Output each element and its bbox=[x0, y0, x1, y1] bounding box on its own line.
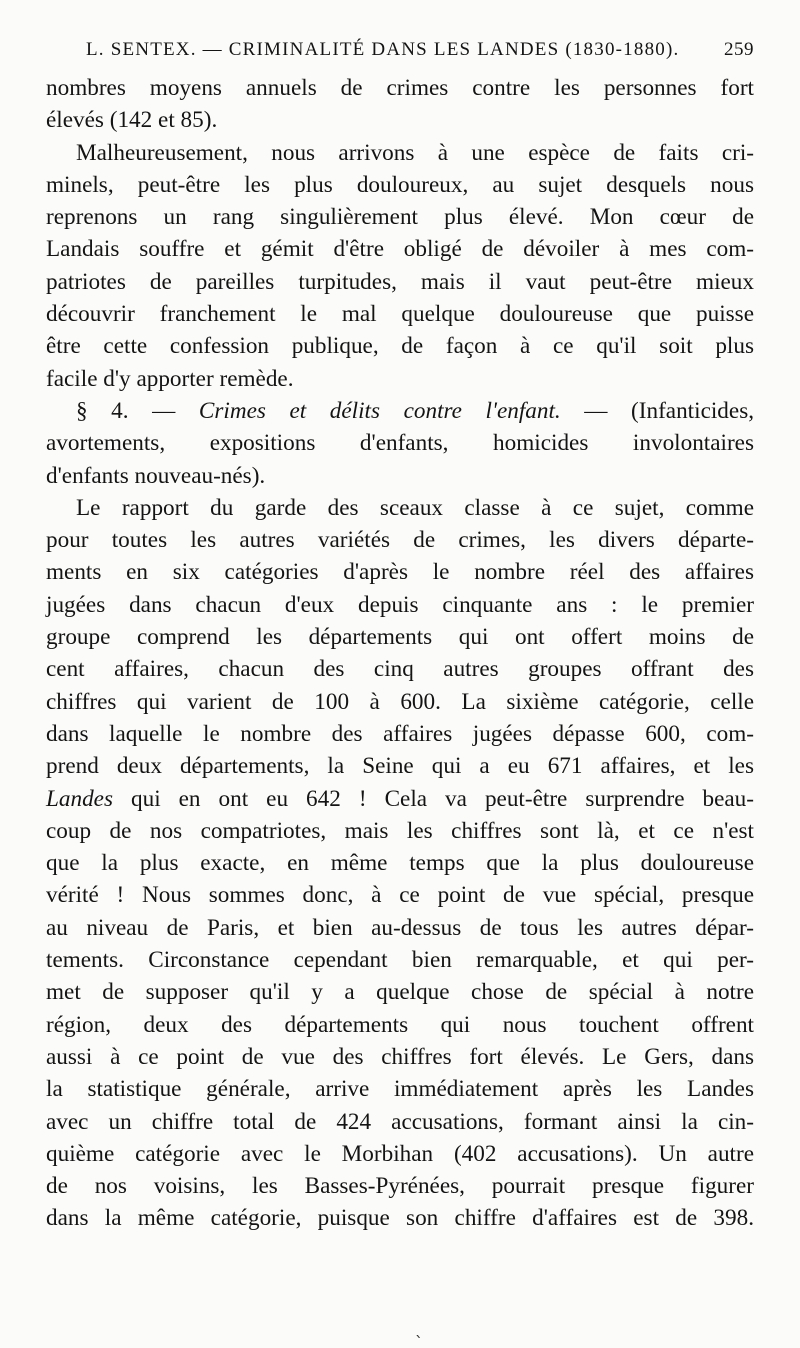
running-head bbox=[46, 34, 754, 66]
text-line bbox=[46, 621, 754, 653]
line-text-italic: Crimes et délits contre l'enfant. bbox=[198, 397, 561, 424]
text-line bbox=[46, 169, 754, 201]
line-text: minels, peut-être les plus douloureux, au sujet desquels nous bbox=[46, 171, 754, 198]
text-line bbox=[46, 363, 754, 395]
text-line bbox=[46, 1009, 754, 1041]
text-line bbox=[46, 912, 754, 944]
page-number: 259 bbox=[724, 39, 754, 60]
line-text: cent affaires, chacun des cinq autres groupes offrant des bbox=[46, 656, 754, 683]
text-line bbox=[46, 783, 754, 815]
line-text: être cette confession publique, de façon à ce qu'il soit plus bbox=[46, 333, 754, 360]
text-line bbox=[46, 266, 754, 298]
line-text: chiffres qui varient de 100 à 600. La sixième catégorie, celle bbox=[46, 688, 754, 715]
text-line bbox=[46, 847, 754, 879]
text-line bbox=[46, 1073, 754, 1105]
line-text: jugées dans chacun d'eux depuis cinquante ans : le premier bbox=[46, 591, 754, 618]
line-text: quième catégorie avec le Morbihan (402 accusations). Un autre bbox=[46, 1140, 754, 1167]
text-line bbox=[46, 72, 754, 104]
line-text: région, deux des départements qui nous touchent offrent bbox=[46, 1011, 754, 1038]
text-line bbox=[46, 1138, 754, 1170]
line-text: d'enfants nouveau-nés). bbox=[46, 462, 266, 489]
text-line bbox=[46, 976, 754, 1008]
text-line bbox=[46, 815, 754, 847]
line-text: coup de nos compatriotes, mais les chiffres sont là, et ce n'est bbox=[46, 817, 754, 844]
text-line bbox=[46, 718, 754, 750]
line-text: nombres moyens annuels de crimes contre les personnes fort bbox=[46, 75, 754, 101]
text-line bbox=[46, 137, 754, 169]
line-text: Malheureusement, nous arrivons à une espèce de faits cri- bbox=[76, 139, 754, 166]
line-text: Le rapport du garde des sceaux classe à ce sujet, comme bbox=[76, 494, 754, 521]
line-text: pour toutes les autres variétés de crimes, les divers départe- bbox=[46, 527, 754, 554]
ink-mark: ˎ bbox=[415, 1319, 423, 1338]
text-line bbox=[46, 879, 754, 911]
line-text: la statistique générale, arrive immédiatement après les Landes bbox=[46, 1076, 754, 1103]
line-text: vérité ! Nous sommes donc, à ce point de vue spécial, presque bbox=[46, 882, 754, 909]
line-text: dans la même catégorie, puisque son chiffre d'affaires est de 398. bbox=[46, 1205, 754, 1232]
text-line bbox=[46, 1170, 754, 1202]
line-text: Landais souffre et gémit d'être obligé de dévoiler à mes com- bbox=[46, 236, 754, 263]
line-text: de nos voisins, les Basses-Pyrénées, pourrait presque figurer bbox=[46, 1173, 754, 1200]
line-text: facile d'y apporter remède. bbox=[46, 365, 294, 392]
text-line bbox=[46, 653, 754, 685]
text-line bbox=[46, 298, 754, 330]
text-line bbox=[46, 427, 754, 459]
line-text: dans laquelle le nombre des affaires jugées dépasse 600, com- bbox=[46, 720, 754, 747]
text-line bbox=[46, 1106, 754, 1138]
text-line bbox=[46, 460, 754, 492]
line-text: élevés (142 et 85). bbox=[46, 107, 218, 134]
line-text: avortements, expositions d'enfants, homicides involontaires bbox=[46, 430, 754, 457]
line-text: que la plus exacte, en même temps que la plus douloureuse bbox=[46, 850, 754, 877]
line-text: reprenons un rang singulièrement plus élevé. Mon cœur de bbox=[46, 204, 754, 231]
text-line bbox=[46, 944, 754, 976]
text-line bbox=[46, 589, 754, 621]
text-line bbox=[46, 1202, 754, 1234]
text-line bbox=[46, 1041, 754, 1073]
line-text-pre: § 4. — bbox=[76, 397, 199, 424]
line-text: groupe comprend les départements qui ont offert moins de bbox=[46, 624, 754, 651]
line-text: ments en six catégories d'après le nombre réel des affaires bbox=[46, 559, 754, 586]
text-line bbox=[46, 104, 754, 136]
text-line bbox=[46, 233, 754, 265]
line-text-post: — (Infanticides, bbox=[560, 397, 755, 424]
line-text: tements. Circonstance cependant bien remarquable, et qui per- bbox=[46, 947, 754, 974]
line-text: avec un chiffre total de 424 accusations, formant ainsi la cin- bbox=[46, 1108, 754, 1135]
body-text bbox=[46, 72, 754, 1235]
line-text: patriotes de pareilles turpitudes, mais il vaut peut-être mieux bbox=[46, 268, 754, 295]
line-text: au niveau de Paris, et bien au-dessus de tous les autres dépar- bbox=[46, 914, 754, 941]
line-text: aussi à ce point de vue des chiffres fort élevés. Le Gers, dans bbox=[46, 1043, 754, 1070]
text-line bbox=[46, 330, 754, 362]
text-line bbox=[46, 750, 754, 782]
text-line bbox=[46, 492, 754, 524]
text-line bbox=[46, 556, 754, 588]
line-text-italic: Landes bbox=[46, 785, 113, 812]
running-title: L. SENTEX. — CRIMINALITÉ DANS LES LANDES (1830-1880). bbox=[86, 39, 680, 60]
text-line bbox=[46, 686, 754, 718]
text-line bbox=[46, 524, 754, 556]
line-text-post: qui en ont eu 642 ! Cela va peut-être surprendre beau- bbox=[113, 785, 754, 812]
line-text: découvrir franchement le mal quelque douloureuse que puisse bbox=[46, 301, 754, 328]
line-text: prend deux départements, la Seine qui a eu 671 affaires, et les bbox=[46, 753, 754, 780]
text-line bbox=[46, 395, 754, 427]
text-line bbox=[46, 201, 754, 233]
line-text: met de supposer qu'il y a quelque chose de spécial à notre bbox=[46, 979, 754, 1006]
